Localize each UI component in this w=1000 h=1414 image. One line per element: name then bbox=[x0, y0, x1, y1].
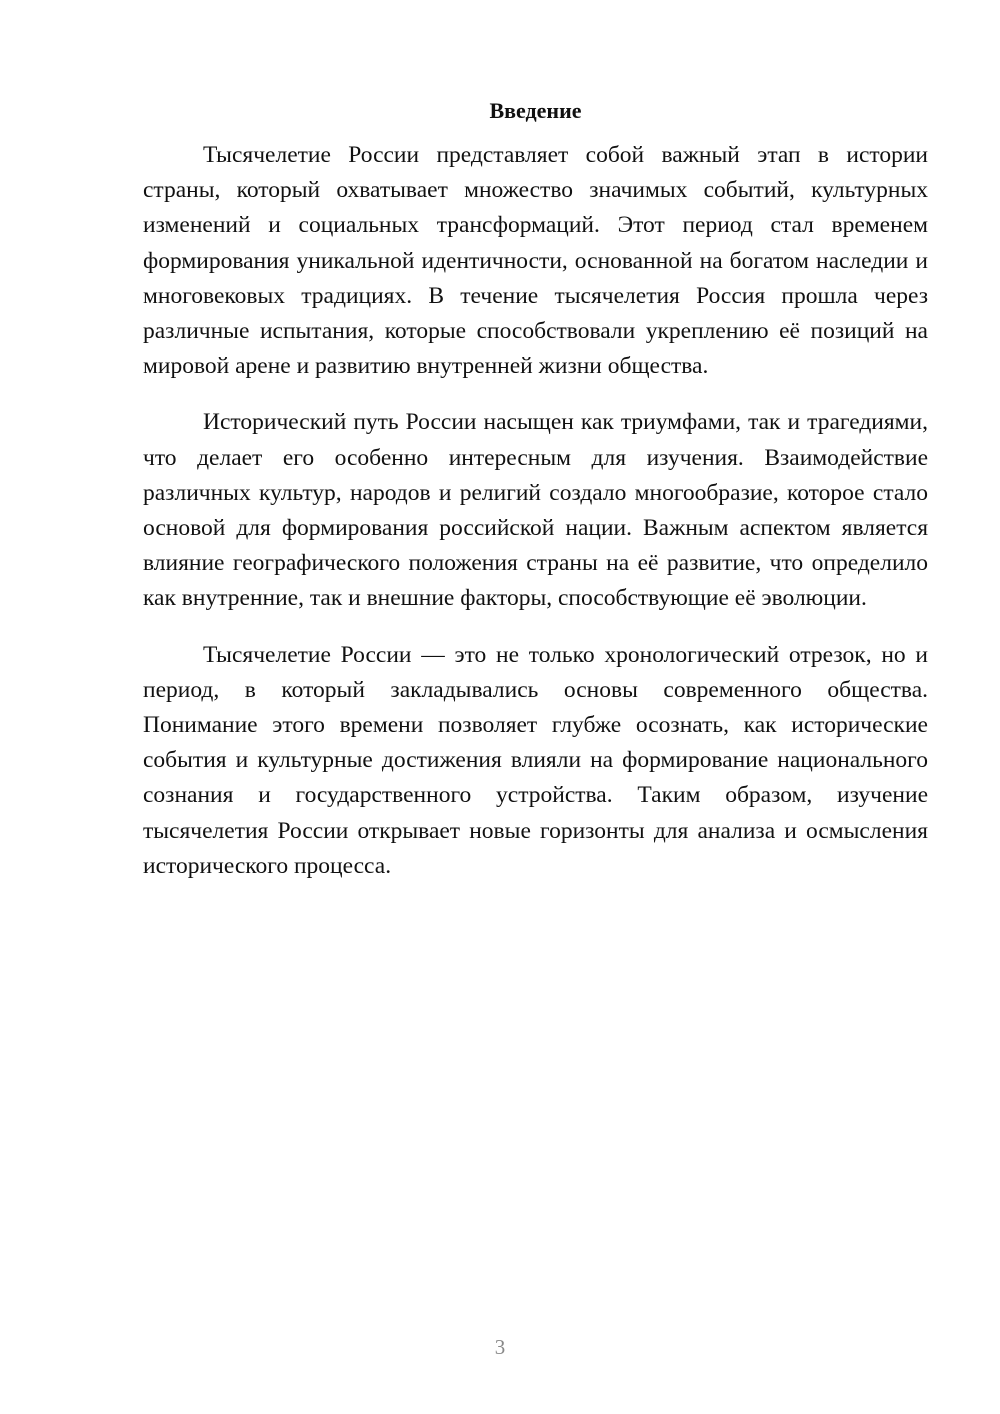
paragraph-3: Тысячелетие России — это не только хронологический отрезок, но и период, в который закладывались основы современного общества. Понимание этого времени позволяет глубже осознать, как исторические события и культурные достижения влияли на формирование национального сознания и государственного устройства. Таким образом, изучение тысячелетия России открывает новые горизонты для анализа и осмысления исторического процесса. bbox=[143, 641, 928, 879]
paragraph-1: Тысячелетие России представляет собой важный этап в истории страны, который охватывает множество значимых событий, культурных изменений и социальных трансформаций. Этот период стал временем формирования уникальной идентичности, основанной на богатом наследии и многовековых традициях. В течение тысячелетия Россия прошла через различные испытания, которые способствовали укреплению её позиций на мировой арене и развитию внутренней жизни общества. bbox=[143, 142, 928, 380]
page-number: 3 bbox=[494, 1335, 506, 1359]
paragraph-2: Исторический путь России насыщен как триумфами, так и трагедиями, что делает его особенно интересным для изучения. Взаимодействие различных культур, народов и религий создало многообразие, которое стало основой для формирования российской нации. Важным аспектом является влияние географического положения страны на её развитие, что определило как внутренние, так и внешние факторы, способствующие её эволюции. bbox=[143, 409, 928, 612]
section-heading: Введение bbox=[489, 98, 582, 123]
document-body bbox=[143, 96, 928, 905]
